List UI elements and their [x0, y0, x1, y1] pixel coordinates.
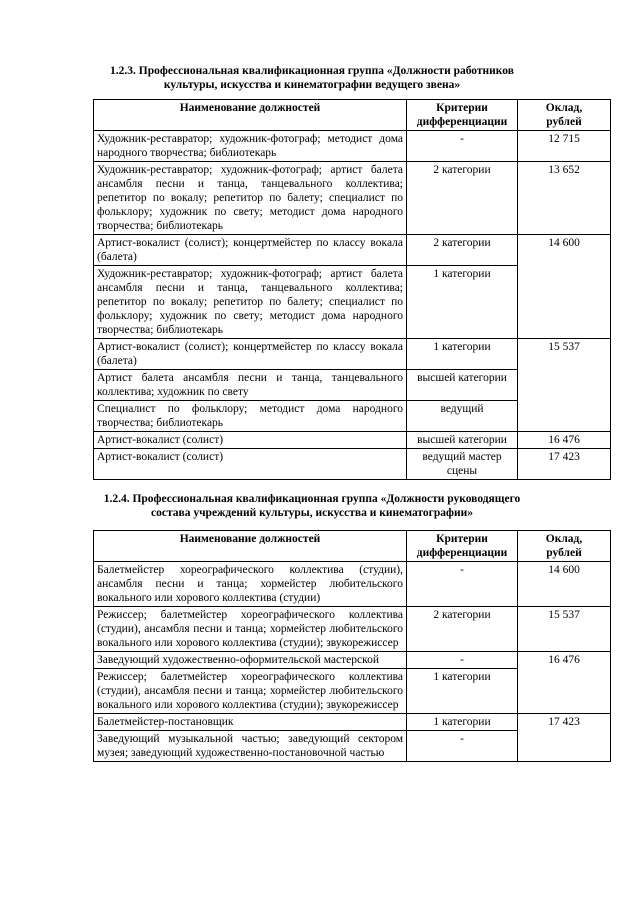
position-name: Артист-вокалист (солист) — [94, 432, 407, 449]
criteria: - — [407, 652, 518, 669]
table-row — [94, 432, 611, 449]
table-header-row — [94, 531, 611, 562]
col-header-name: Наименование должностей — [94, 531, 407, 562]
criteria: 2 категории — [407, 607, 518, 652]
criteria: 1 категории — [407, 339, 518, 370]
table-header-row — [94, 100, 611, 131]
col-header-salary-l1: Оклад, — [545, 533, 583, 545]
position-name: Артист балета ансамбля песни и танца, танцевального коллектива; художник по свету — [94, 370, 407, 401]
table-row — [94, 607, 611, 652]
salary: 16 476 — [518, 432, 611, 449]
position-name: Заведующий художественно-оформительской мастерской — [94, 652, 407, 669]
position-name: Специалист по фольклору; методист дома народного творчества; библиотекарь — [94, 401, 407, 432]
section1-heading-line2: культуры, искусства и кинематографии ведущего звена» — [163, 79, 461, 91]
salary: 15 537 — [518, 339, 611, 432]
position-name: Балетмейстер-постановщик — [94, 714, 407, 731]
position-name: Артист-вокалист (солист) — [94, 449, 407, 480]
position-name: Артист-вокалист (солист); концертмейстер по классу вокала (балета) — [94, 235, 407, 266]
col-header-name: Наименование должностей — [94, 100, 407, 131]
position-name: Художник-реставратор; художник-фотограф; методист дома народного творчества; библиотекарь — [94, 131, 407, 162]
criteria: ведущий — [407, 401, 518, 432]
criteria: ведущий мастер сцены — [407, 449, 518, 480]
col-header-criteria-l2: дифференциации — [416, 116, 508, 128]
col-header-salary-l2: рублей — [546, 547, 582, 559]
section1-heading — [96, 64, 528, 92]
criteria: - — [407, 131, 518, 162]
section2-heading-line2: состава учреждений культуры, искусства и кинематографии» — [150, 507, 474, 519]
criteria: - — [407, 562, 518, 607]
table-row — [94, 235, 611, 266]
table-row — [94, 562, 611, 607]
col-header-criteria-l1: Критерии — [436, 533, 488, 545]
table-row — [94, 714, 611, 731]
col-header-criteria — [407, 531, 518, 562]
salary: 17 423 — [518, 714, 611, 762]
col-header-salary-l2: рублей — [546, 116, 582, 128]
criteria: высшей категории — [407, 370, 518, 401]
position-name: Художник-реставратор; художник-фотограф; артист балета ансамбля песни и танца, танцевального коллектива; репетитор по вокалу; репетитор по балету; специалист по фольклору; художник по свету; методист дома народного творчества; библиотекарь — [94, 266, 407, 339]
section1-heading-line1: 1.2.3. Профессиональная квалификационная группа «Должности работников — [110, 65, 514, 77]
criteria: 1 категории — [407, 669, 518, 714]
table-row — [94, 131, 611, 162]
salary: 14 600 — [518, 235, 611, 339]
section2-heading — [96, 492, 528, 520]
section2-table — [93, 530, 611, 762]
criteria: 1 категории — [407, 714, 518, 731]
col-header-criteria-l1: Критерии — [436, 102, 488, 114]
col-header-salary — [518, 531, 611, 562]
table-row — [94, 162, 611, 235]
col-header-salary-l1: Оклад, — [545, 102, 583, 114]
position-name: Балетмейстер хореографического коллектива (студии), ансамбля песни и танца; хормейстер любительского вокального или хорового коллектива (студии) — [94, 562, 407, 607]
criteria: 1 категории — [407, 266, 518, 339]
position-name: Заведующий музыкальной частью; заведующий сектором музея; заведующий художественно-постановочной частью — [94, 731, 407, 762]
position-name: Режиссер; балетмейстер хореографического коллектива (студии), ансамбля песни и танца; хормейстер любительского вокального или хорового коллектива (студии); звукорежиссер — [94, 669, 407, 714]
criteria: 2 категории — [407, 162, 518, 235]
col-header-criteria — [407, 100, 518, 131]
position-name: Артист-вокалист (солист); концертмейстер по классу вокала (балета) — [94, 339, 407, 370]
position-name: Художник-реставратор; художник-фотограф; артист балета ансамбля песни и танца, танцевального коллектива; репетитор по вокалу; репетитор по балету; специалист по фольклору; художник по свету; методист дома народного творчества; библиотекарь — [94, 162, 407, 235]
criteria: 2 категории — [407, 235, 518, 266]
position-name: Режиссер; балетмейстер хореографического коллектива (студии), ансамбля песни и танца; хормейстер любительского вокального или хорового коллектива (студии); звукорежиссер — [94, 607, 407, 652]
salary: 12 715 — [518, 131, 611, 162]
col-header-salary — [518, 100, 611, 131]
table-row — [94, 652, 611, 669]
salary: 13 652 — [518, 162, 611, 235]
section2-heading-line1: 1.2.4. Профессиональная квалификационная группа «Должности руководящего — [103, 493, 521, 505]
salary: 16 476 — [518, 652, 611, 714]
criteria: - — [407, 731, 518, 762]
salary: 17 423 — [518, 449, 611, 480]
col-header-criteria-l2: дифференциации — [416, 547, 508, 559]
section1-table — [93, 99, 611, 480]
salary: 14 600 — [518, 562, 611, 607]
criteria: высшей категории — [407, 432, 518, 449]
table-row — [94, 449, 611, 480]
salary: 15 537 — [518, 607, 611, 652]
table-row — [94, 339, 611, 370]
